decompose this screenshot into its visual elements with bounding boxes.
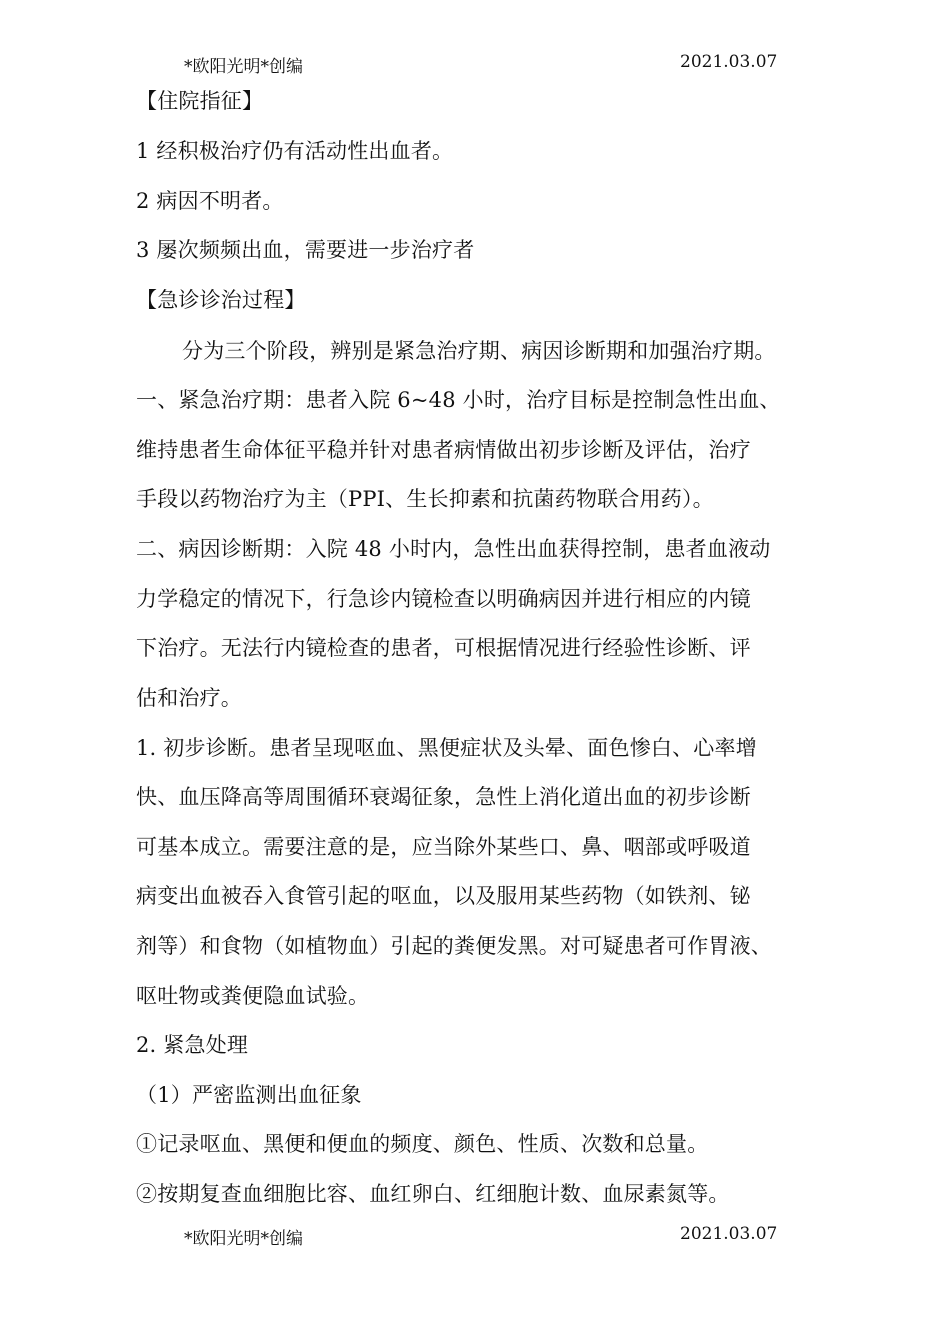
list-item: ①记录呕血、黑便和便血的频度、颜色、性质、次数和总量。 xyxy=(136,1132,709,1156)
page-footer xyxy=(0,1224,950,1250)
paragraph-line: 估和治疗。 xyxy=(136,686,242,710)
paragraph-line: 二、病因诊断期：入院 48 小时内，急性出血获得控制，患者血液动 xyxy=(136,537,771,561)
page-header xyxy=(0,52,950,78)
paragraph-line: 手段以药物治疗为主（PPI、生长抑素和抗菌药物联合用药）。 xyxy=(136,487,714,511)
paragraph-line: 呕吐物或粪便隐血试验。 xyxy=(136,984,370,1008)
section-heading-emergency: 【急诊诊治过程】 xyxy=(136,288,306,312)
paragraph-line: 1. 初步诊断。患者呈现呕血、黑便症状及头晕、面色惨白、心率增 xyxy=(136,736,757,760)
list-item: 3 屡次频频出血，需要进一步治疗者 xyxy=(136,238,475,262)
paragraph-line: 一、紧急治疗期：患者入院 6~48 小时，治疗目标是控制急性出血、 xyxy=(136,388,781,412)
section-heading-admission: 【住院指征】 xyxy=(136,89,264,113)
list-item: ②按期复查血细胞比容、血红卵白、红细胞计数、血尿素氮等。 xyxy=(136,1182,730,1206)
header-date: 2021.03.07 xyxy=(680,52,778,72)
paragraph-line: 下治疗。无法行内镜检查的患者，可根据情况进行经验性诊断、评 xyxy=(136,636,751,660)
subsection-heading: 2. 紧急处理 xyxy=(136,1033,249,1057)
paragraph-line: 分为三个阶段，辨别是紧急治疗期、病因诊断期和加强治疗期。 xyxy=(182,339,776,363)
header-author: *欧阳光明*创编 xyxy=(184,57,303,77)
paragraph-line: 病变出血被吞入食管引起的呕血，以及服用某些药物（如铁剂、铋 xyxy=(136,884,751,908)
paragraph-line: 维持患者生命体征平稳并针对患者病情做出初步诊断及评估，治疗 xyxy=(136,438,751,462)
subsection-heading: （1）严密监测出血征象 xyxy=(136,1083,362,1107)
footer-date: 2021.03.07 xyxy=(680,1224,778,1244)
list-item: 2 病因不明者。 xyxy=(136,189,284,213)
paragraph-line: 力学稳定的情况下，行急诊内镜检查以明确病因并进行相应的内镜 xyxy=(136,587,751,611)
paragraph-line: 快、血压降高等周围循环衰竭征象，急性上消化道出血的初步诊断 xyxy=(136,785,751,809)
paragraph-line: 剂等）和食物（如植物血）引起的粪便发黑。对可疑患者可作胃液、 xyxy=(136,934,772,958)
list-item: 1 经积极治疗仍有活动性出血者。 xyxy=(136,139,454,163)
footer-author: *欧阳光明*创编 xyxy=(184,1229,303,1249)
paragraph-line: 可基本成立。需要注意的是，应当除外某些口、鼻、咽部或呼吸道 xyxy=(136,835,751,859)
